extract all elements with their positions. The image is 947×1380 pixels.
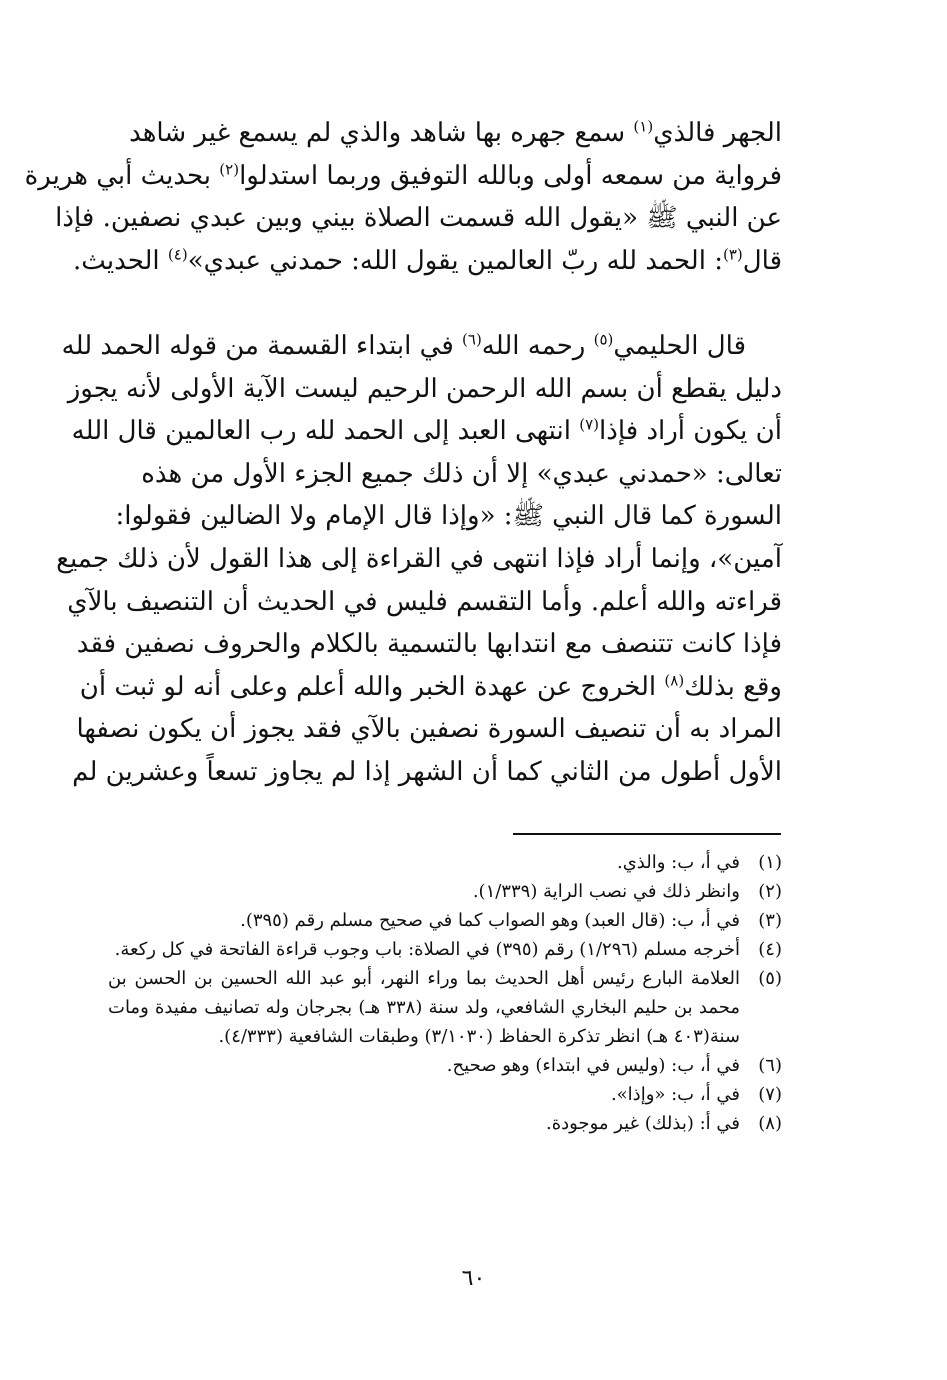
footnote-number: (٣) [758, 910, 782, 931]
footnote-marker: (٢) [219, 159, 240, 178]
text-line: فإذا كانت تتنصف مع انتدابها بالتسمية بالكلام والحروف نصفين فقد [76, 629, 782, 660]
footnote-text: في أ، ب: (قال العبد) وهو الصواب كما في صحيح مسلم رقم (٣٩٥). [240, 910, 740, 931]
text-line: عن النبي ﷺ «يقول الله قسمت الصلاة بيني وبين عبدي نصفين. فإذا [55, 203, 782, 234]
footnote-number: (٢) [758, 881, 782, 902]
footnote-marker: (٥) [593, 330, 614, 349]
text-line: الجهر فالذي$^{(١)}$ سمع جهره بها شاهد والذي لم يسمع غير شاهد [129, 117, 782, 148]
text-line: وقع بذلك$^{(٨)}$ الخروج عن عهدة الخبر والله أعلم وعلى أنه لو ثبت أن [79, 671, 782, 702]
paragraph-2 [56, 325, 782, 794]
footnote-text: في أ: (بذلك) غير موجودة. [545, 1113, 740, 1134]
footnote-8 [108, 1109, 782, 1138]
footnote-3 [108, 906, 782, 935]
footnote-marker: (١) [633, 117, 654, 136]
footnote-text: العلامة البارع رئيس أهل الحديث بما وراء النهر، أبو عبد الله الحسين بن الحسن بن محمد بن حليم البخاري الشافعي، ولد سنة (٣٣٨ هـ) بجرجان وله تصانيف مفيدة ومات سنة(٤٠٣ هـ) انظر تذكرة الحفاظ (٣/١٠٣٠) وطبقات الشافعية (٤/٣٣٣). [108, 968, 740, 1047]
footnote-text: أخرجه مسلم (١/٢٩٦) رقم (٣٩٥) في الصلاة: باب وجوب قراءة الفاتحة في كل ركعة. [114, 939, 740, 960]
text-line: المراد به أن تنصيف السورة نصفين بالآي فقد يجوز أن يكون نصفها [76, 714, 782, 745]
footnote-marker: (٣) [722, 245, 743, 264]
text-line: آمين»، وإنما أراد فإذا انتهى في القراءة إلى هذا القول لأن ذلك جميع [56, 543, 782, 574]
text-line: قال الحليمي$^{(٥)}$ رحمه الله$^{(٦)}$ في ابتداء القسمة من قوله الحمد لله [61, 330, 746, 361]
footnote-number: (١) [758, 852, 782, 873]
footnote-2 [108, 877, 782, 906]
text-line: قراءته والله أعلم. وأما التقسم فليس في الحديث أن التنصيف بالآي [67, 586, 782, 617]
text-line: دليل يقطع أن بسم الله الرحمن الرحيم ليست الآية الأولى لأنه يجوز [67, 373, 782, 404]
paragraph-1 [24, 112, 782, 282]
footnotes [108, 848, 782, 1138]
footnote-text: وانظر ذلك في نصب الراية (١/٣٣٩). [472, 881, 740, 902]
footnote-marker: (٧) [579, 415, 600, 434]
text-line: الأول أطول من الثاني كما أن الشهر إذا لم يجاوز تسعاً وعشرين لم [72, 756, 782, 787]
footnote-1 [108, 848, 782, 877]
page-number: ٦٠ [461, 1266, 486, 1291]
text-line: السورة كما قال النبي ﷺ: «وإذا قال الإمام ولا الضالين فقولوا: [115, 501, 782, 532]
footnote-text: في أ، ب: (وليس في ابتداء) وهو صحيح. [446, 1055, 740, 1076]
footnote-marker: (٤) [167, 245, 188, 264]
text-line: فرواية من سمعه أولى وبالله التوفيق وربما استدلوا$^{(٢)}$ بحديث أبي هريرة [24, 159, 782, 191]
footnote-text: في أ، ب: والذي. [616, 852, 740, 873]
footnote-5 [108, 964, 782, 1051]
text-line: قال$^{(٣)}$: الحمد لله ربّ العالمين يقول الله: حمدني عبدي»$^{(٤)}$ الحديث. [73, 245, 782, 276]
footnote-text: في أ، ب: «وإذا». [610, 1084, 740, 1105]
text-line: أن يكون أراد فإذا$^{(٧)}$ انتهى العبد إلى الحمد لله رب العالمين قال الله [71, 415, 782, 447]
footnote-number: (٥) [758, 968, 782, 989]
footnote-4 [108, 935, 782, 964]
footnote-number: (٤) [758, 939, 782, 960]
footnote-marker: (٨) [664, 671, 685, 690]
footnote-7 [108, 1080, 782, 1109]
footnote-marker: (٦) [462, 330, 482, 349]
footnote-number: (٨) [758, 1113, 782, 1134]
footnote-number: (٧) [758, 1084, 782, 1105]
text-line: تعالى: «حمدني عبدي» إلا أن ذلك جميع الجزء الأول من هذه [141, 458, 782, 489]
footnote-number: (٦) [758, 1055, 782, 1076]
footnote-separator [513, 833, 781, 835]
footnote-6 [108, 1051, 782, 1080]
